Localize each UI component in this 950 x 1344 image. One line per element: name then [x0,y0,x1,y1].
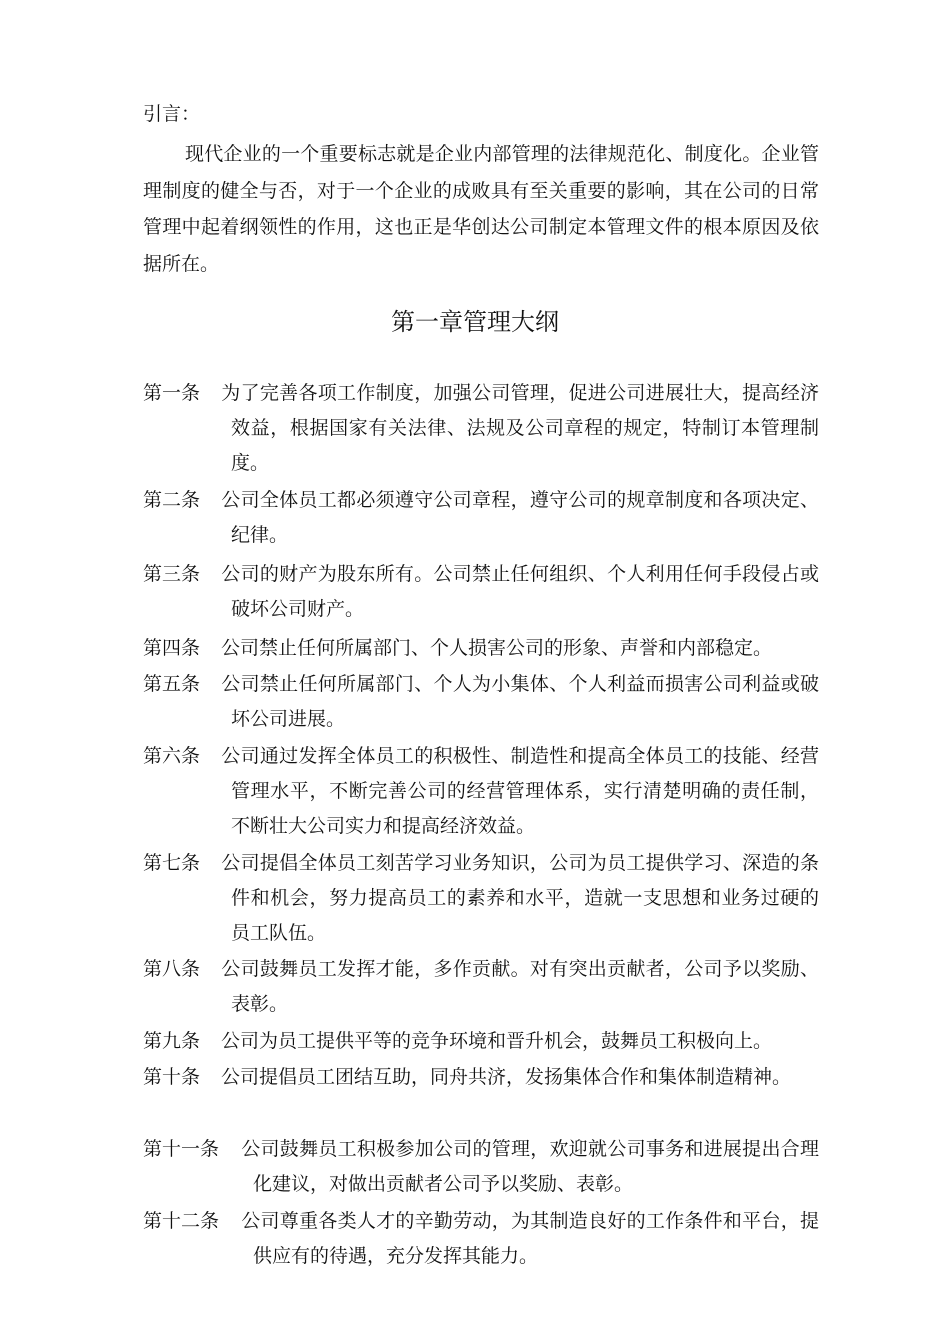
article-text: 公司的财产为股东所有。公司禁止任何组织、个人利用任何手段侵占或破坏公司财产。 [221,563,819,620]
article-text: 公司提倡员工团结互助，同舟共济，发扬集体合作和集体制造精神。 [221,1066,792,1088]
article-1 [143,376,819,481]
article-number: 第一条 [143,382,201,404]
article-number: 第十条 [143,1066,201,1088]
article-11 [143,1132,819,1202]
article-number: 第十二条 [143,1210,220,1232]
article-number: 第九条 [143,1030,201,1052]
article-number: 第六条 [143,745,201,767]
article-2 [143,483,819,553]
article-number: 第二条 [143,489,201,511]
article-text: 公司尊重各类人才的辛勤劳动，为其制造良好的工作条件和平台，提供应有的待遇，充分发挥其能力。 [241,1210,819,1267]
intro-label: 引言： [143,103,201,125]
article-6 [143,739,819,844]
article-number: 第五条 [143,673,201,695]
article-text: 公司通过发挥全体员工的积极性、制造性和提高全体员工的技能、经营管理水平，不断完善公司的经营管理体系，实行清楚明确的责任制，不断壮大公司实力和提高经济效益。 [221,745,819,837]
article-text: 公司鼓舞员工积极参加公司的管理，欢迎就公司事务和进展提出合理化建议，对做出贡献者公司予以奖励、表彰。 [241,1138,819,1195]
article-7 [143,846,819,951]
article-4 [143,631,819,666]
article-number: 第七条 [143,852,201,874]
article-text: 公司鼓舞员工发挥才能，多作贡献。对有突出贡献者，公司予以奖励、表彰。 [221,958,819,1015]
article-text: 公司提倡全体员工刻苦学习业务知识，公司为员工提供学习、深造的条件和机会，努力提高员工的素养和水平，造就一支思想和业务过硬的员工队伍。 [221,852,819,944]
article-number: 第八条 [143,958,201,980]
article-5 [143,667,819,737]
article-number: 第四条 [143,637,201,659]
article-text: 公司禁止任何所属部门、个人为小集体、个人利益而损害公司利益或破坏公司进展。 [221,673,819,730]
article-9 [143,1024,819,1059]
article-text: 公司为员工提供平等的竞争环境和晋升机会，鼓舞员工积极向上。 [221,1030,773,1052]
article-text: 为了完善各项工作制度，加强公司管理，促进公司进展壮大，提高经济效益，根据国家有关法律、法规及公司章程的规定，特制订本管理制度。 [221,382,819,474]
article-8 [143,952,819,1022]
article-3 [143,557,819,627]
article-10 [143,1060,819,1095]
article-12 [143,1204,819,1274]
intro-paragraph: 现代企业的一个重要标志就是企业内部管理的法律规范化、制度化。企业管理制度的健全与否，对于一个企业的成败具有至关重要的影响，其在公司的日常管理中起着纲领性的作用，这也正是华创达公司制定本管理文件的根本原因及依据所在。 [143,143,819,275]
article-text: 公司禁止任何所属部门、个人损害公司的形象、声誉和内部稳定。 [221,637,773,659]
article-number: 第三条 [143,563,201,585]
article-number: 第十一条 [143,1138,220,1160]
chapter-title: 第一章管理大纲 [391,308,559,336]
article-text: 公司全体员工都必须遵守公司章程，遵守公司的规章制度和各项决定、纪律。 [221,489,819,546]
